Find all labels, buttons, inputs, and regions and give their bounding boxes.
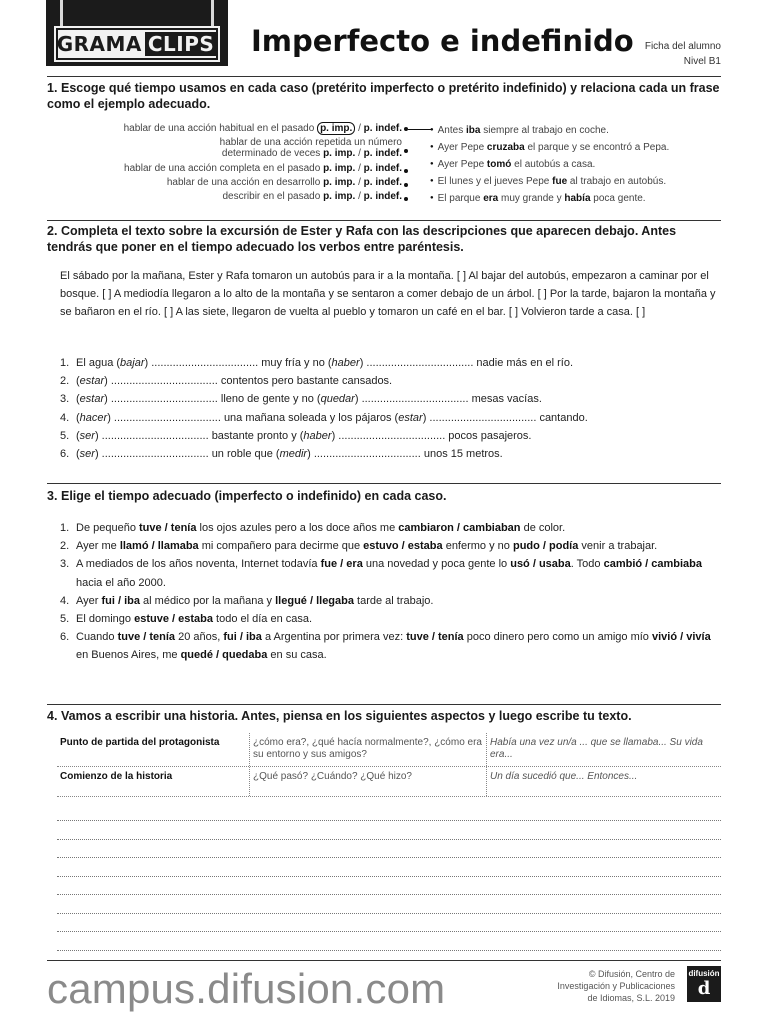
- match-right-item[interactable]: ● Ayer Pepe tomó el autobús a casa.: [430, 158, 595, 171]
- story-planning-table: [57, 733, 721, 797]
- choice-option[interactable]: usó / usaba: [510, 558, 571, 571]
- item-number: 6.: [60, 631, 70, 644]
- choice-option[interactable]: fui / iba: [223, 631, 262, 644]
- match-left-item[interactable]: hablar de una acción repetida un número determinado de veces p. imp. / p. indef.: [219, 137, 402, 159]
- excursion-text: El sábado por la mañana, Ester y Rafa tomaron un autobús para ir a la montaña. [ ] Al bajar del autobús, empezaron a caminar por el bosque. [ ] A mediodía llegaron a lo alto de la montaña y se sentaron a comer debajo de un árbol. [ ] Por la tarde, bajaron la montaña y se bañaron en el río. [ ] A las siete, llegaron de vuelta al pueblo y tomaron un café en el bar. [ ] Volvieron tarde a casa. [ ]: [60, 270, 716, 318]
- item-text: al médico por la mañana y: [139, 594, 276, 607]
- item-text: en su casa.: [267, 649, 327, 662]
- choice-option[interactable]: quedé / quedaba: [180, 649, 268, 662]
- item-text: mi compañero para decirme que: [198, 540, 364, 553]
- item-text: ) ................................... unos 15 metros.: [307, 448, 503, 461]
- item-text: de color.: [520, 522, 566, 534]
- item-text: ) ................................... una mañana soleada y los pájaros (: [107, 411, 399, 424]
- item-text: en Buenos Aires, me: [76, 649, 181, 662]
- item-text: ) ................................... muy fría y no (: [144, 357, 332, 369]
- item-text: Ayer: [76, 594, 102, 607]
- writing-line[interactable]: [57, 950, 721, 951]
- match-dot[interactable]: [404, 149, 408, 153]
- item-text: a Argentina por primera vez:: [261, 631, 407, 644]
- item-number: 2.: [60, 540, 70, 553]
- example-connector: [408, 129, 432, 130]
- footer-divider: [47, 960, 721, 961]
- choice-option[interactable]: estuve / estaba: [134, 613, 213, 626]
- choice-option[interactable]: pudo / podía: [512, 540, 579, 553]
- writing-line[interactable]: [57, 894, 721, 895]
- table-row: Punto de partida del protagonista ¿cómo era?, ¿qué hacía normalmente?, ¿cómo era su entorno y sus amigos? Había una vez un/a ... que se llamaba... Su vida era...: [57, 733, 721, 767]
- section-2-heading: 2. Completa el texto sobre la excursión de Ester y Rafa con las descripciones que aparecen debajo. Antes tendrás que poner en el tiempo adecuado los verbos entre paréntesis.: [47, 224, 677, 254]
- verb-infinitive: estar: [398, 411, 423, 424]
- match-right-item[interactable]: ● El lunes y el jueves Pepe fue al trabajo en autobús.: [430, 175, 666, 188]
- list-item: [60, 372, 718, 390]
- item-text: venir a trabajar.: [578, 540, 658, 553]
- verb-infinitive: ser: [79, 429, 95, 442]
- choice-option[interactable]: llegué / llegaba: [275, 594, 354, 607]
- list-item: [60, 537, 718, 555]
- verb-infinitive: haber: [303, 429, 332, 442]
- verb-infinitive: estar: [79, 375, 105, 388]
- meta-type: Ficha del alumno: [644, 41, 721, 52]
- worksheet-meta: [645, 39, 721, 69]
- item-text: A mediados de los años noventa, Internet todavía: [76, 558, 321, 571]
- choice-option[interactable]: tuve / tenía: [117, 631, 176, 644]
- writing-line[interactable]: [57, 876, 721, 877]
- item-text: tarde al trabajo.: [353, 594, 434, 607]
- list-item: [60, 390, 718, 408]
- section-divider: [47, 76, 721, 77]
- item-text: todo el día en casa.: [212, 613, 313, 626]
- list-item: [60, 519, 718, 537]
- item-number: 4.: [60, 411, 70, 424]
- choice-option[interactable]: tuve / tenía: [139, 522, 197, 534]
- verb-infinitive: bajar: [120, 357, 145, 369]
- item-text: enfermo y no: [442, 540, 513, 553]
- section-3-heading: 3. Elige el tiempo adecuado (imperfecto o indefinido) en cada caso.: [47, 489, 447, 503]
- difusion-logo: difusión d: [687, 966, 721, 1002]
- list-item: [60, 592, 718, 610]
- table-row: Comienzo de la historia ¿Qué pasó? ¿Cuándo? ¿Qué hizo? Un día sucedió que... Entonces...: [57, 767, 721, 797]
- match-left-item[interactable]: hablar de una acción habitual en el pasado p. imp. / p. indef.: [123, 123, 402, 134]
- page-title: Imperfecto e indefinido: [251, 24, 634, 58]
- match-right-item[interactable]: ● Ayer Pepe cruzaba el parque y se encontró a Pepa.: [430, 141, 669, 154]
- item-text: ) ................................... mesas vacías.: [354, 393, 542, 406]
- item-text: ) ................................... bastante pronto y (: [94, 429, 304, 442]
- verb-infinitive: quedar: [320, 393, 355, 406]
- writing-line[interactable]: [57, 931, 721, 932]
- match-left-item[interactable]: describir en el pasado p. imp. / p. indef.: [222, 191, 402, 202]
- section-2-list: [60, 354, 718, 463]
- item-text: ) ................................... pocos pasajeros.: [331, 429, 532, 442]
- item-text: (: [76, 429, 80, 442]
- writing-line[interactable]: [57, 839, 721, 840]
- verb-infinitive: estar: [79, 393, 105, 406]
- copyright: © Difusión, Centro de Investigación y Publicaciones de Idiomas, S.L. 2019: [557, 969, 675, 1003]
- choice-option[interactable]: llamó / llamaba: [119, 540, 199, 553]
- item-text: Cuando: [76, 631, 118, 644]
- item-number: 2.: [60, 375, 70, 388]
- item-number: 1.: [60, 357, 70, 369]
- item-text: (: [76, 448, 80, 461]
- item-number: 5.: [60, 613, 70, 626]
- item-number: 3.: [60, 558, 70, 571]
- match-left-item[interactable]: hablar de una acción completa en el pasado p. imp. / p. indef.: [124, 163, 402, 174]
- choice-option[interactable]: vivió / vivía: [651, 631, 711, 644]
- item-text: El agua (: [76, 357, 121, 369]
- item-text: ) ................................... contentos pero bastante cansados.: [104, 375, 393, 388]
- choice-option[interactable]: cambiaron / cambiaban: [398, 522, 521, 534]
- list-item: [60, 628, 718, 664]
- item-text: ) ................................... nadie más en el río.: [359, 357, 574, 369]
- meta-level: Nivel B1: [683, 56, 721, 67]
- section-divider: [47, 483, 721, 484]
- match-dot[interactable]: [404, 197, 408, 201]
- choice-option[interactable]: tuve / tenía: [406, 631, 464, 644]
- section-divider: [47, 220, 721, 221]
- writing-line[interactable]: [57, 820, 721, 821]
- item-text: ) ................................... cantando.: [422, 411, 588, 424]
- item-text: (: [76, 411, 80, 424]
- item-number: 6.: [60, 448, 70, 461]
- writing-line[interactable]: [57, 857, 721, 858]
- item-text: una novedad y poca gente lo: [362, 558, 511, 571]
- item-number: 1.: [60, 522, 70, 534]
- list-item: [60, 354, 718, 372]
- item-text: ) ................................... un roble que (: [94, 448, 280, 461]
- verb-infinitive: haber: [331, 357, 360, 369]
- item-text: ) ................................... lleno de gente y no (: [104, 393, 321, 406]
- item-number: 5.: [60, 429, 70, 442]
- item-text: (: [76, 375, 80, 388]
- verb-infinitive: medir: [279, 448, 308, 461]
- match-left-item[interactable]: hablar de una acción en desarrollo p. imp. / p. indef.: [166, 177, 402, 188]
- item-text: El domingo: [76, 613, 135, 626]
- section-divider: [47, 704, 721, 705]
- item-text: (: [76, 393, 80, 406]
- section-4-heading: 4. Vamos a escribir una historia. Antes, piensa en los siguientes aspectos y luego escribe tu texto.: [47, 709, 632, 723]
- verb-infinitive: hacer: [79, 411, 108, 424]
- list-item: [60, 445, 718, 463]
- choice-option[interactable]: cambió / cambiaba: [603, 558, 703, 571]
- section-1-heading: 1. Escoge qué tiempo usamos en cada caso (pretérito imperfecto o pretérito indefinido) y relaciona cada un frase como el ejemplo adecuado.: [47, 81, 720, 111]
- item-text: Ayer me: [76, 540, 120, 553]
- item-text: 20 años,: [175, 631, 224, 644]
- match-right-item[interactable]: ● Antes iba siempre al trabajo en coche.: [430, 124, 609, 137]
- writing-line[interactable]: [57, 913, 721, 914]
- item-text: hacia el año 2000.: [76, 576, 166, 589]
- item-text: . Todo: [570, 558, 604, 571]
- match-dot[interactable]: [404, 169, 408, 173]
- list-item: [60, 409, 718, 427]
- match-dot[interactable]: [404, 183, 408, 187]
- item-text: De pequeño: [76, 522, 139, 534]
- section-3-list: [60, 519, 718, 665]
- choice-option[interactable]: estuvo / estaba: [363, 540, 443, 553]
- item-text: los ojos azules pero a los doce años me: [196, 522, 399, 534]
- item-number: 4.: [60, 594, 70, 607]
- choice-option[interactable]: fue / era: [320, 558, 363, 571]
- match-right-item[interactable]: ● El parque era muy grande y había poca gente.: [430, 192, 646, 205]
- list-item: [60, 427, 718, 445]
- item-text: poco dinero pero como un amigo mío: [463, 631, 652, 644]
- item-number: 3.: [60, 393, 70, 406]
- choice-option[interactable]: fui / iba: [101, 594, 140, 607]
- list-item: [60, 555, 718, 591]
- verb-infinitive: ser: [79, 448, 95, 461]
- list-item: [60, 610, 718, 628]
- gramaclips-logo: GRAMA CLIPS: [46, 0, 228, 66]
- campus-url[interactable]: campus.difusion.com: [47, 965, 446, 1012]
